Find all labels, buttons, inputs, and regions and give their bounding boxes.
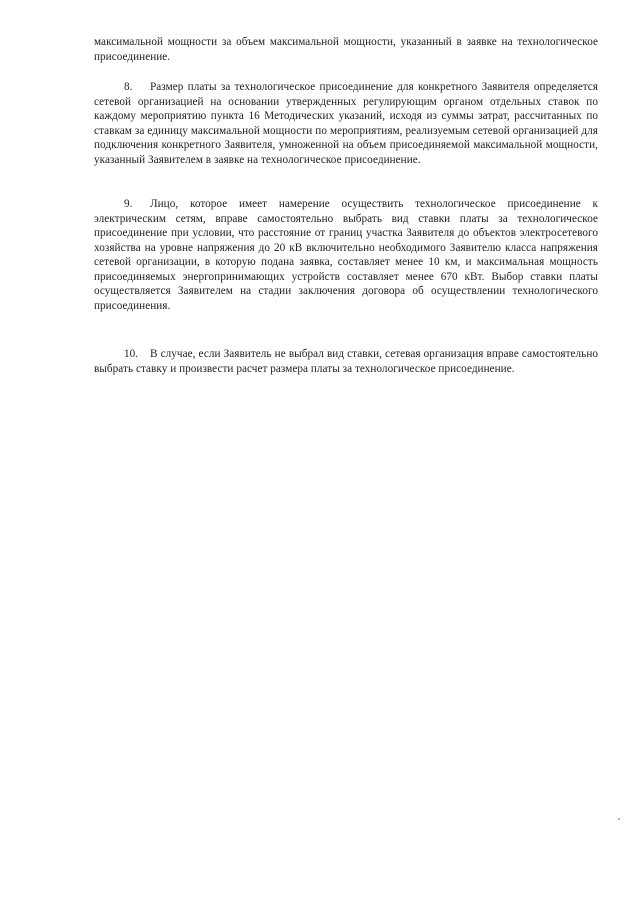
scan-speck <box>618 818 620 820</box>
paragraph-item-10 <box>94 347 598 376</box>
item-text: В случае, если Заявитель не выбрал вид ставки, сетевая организация вправе самостоятельно выбрать ставку и произвести расчет размера платы за технологическое присоединение. <box>94 348 598 375</box>
item-number: 9. <box>124 198 133 210</box>
paragraph-item-9 <box>94 197 598 313</box>
item-number: 10. <box>124 348 139 360</box>
item-text: Лицо, которое имеет намерение осуществить технологическое присоединение к электрическим сетям, вправе самостоятельно выбрать вид ставки платы за технологическое присоединение при условии, что расстояние от границ участка Заявителя до объектов электросетевого хозяйства на уровне напряжения до 20 кВ включительно необходимого Заявителю класса напряжения сетевой организации, в которую подана заявка, составляет менее 10 км, и максимальная мощность присоединяемых энергопринимающих устройств составляет менее 670 кВт. Выбор ставки платы осуществляется Заявителем на стадии заключения договора об осуществлении технологического присоединения. <box>94 198 598 312</box>
continuation-text: максимальной мощности за объем максимальной мощности, указанный в заявке на технологическое присоединение. <box>94 36 598 63</box>
item-number: 8. <box>124 81 133 93</box>
paragraph-item-8 <box>94 80 598 167</box>
item-text: Размер платы за технологическое присоединение для конкретного Заявителя определяется сетевой организацией на основании утвержденных регулирующим органом отдельных ставок по каждому мероприятию пункта 16 Методических указаний, исходя из суммы затрат, рассчитанных по ставкам за единицу максимальной мощности по мероприятиям, реализуемым сетевой организацией для подключения конкретного Заявителя, умноженной на объем присоединяемой максимальной мощности, указанный Заявителем в заявке на технологическое присоединение. <box>94 81 598 166</box>
continuation-paragraph <box>94 35 598 64</box>
